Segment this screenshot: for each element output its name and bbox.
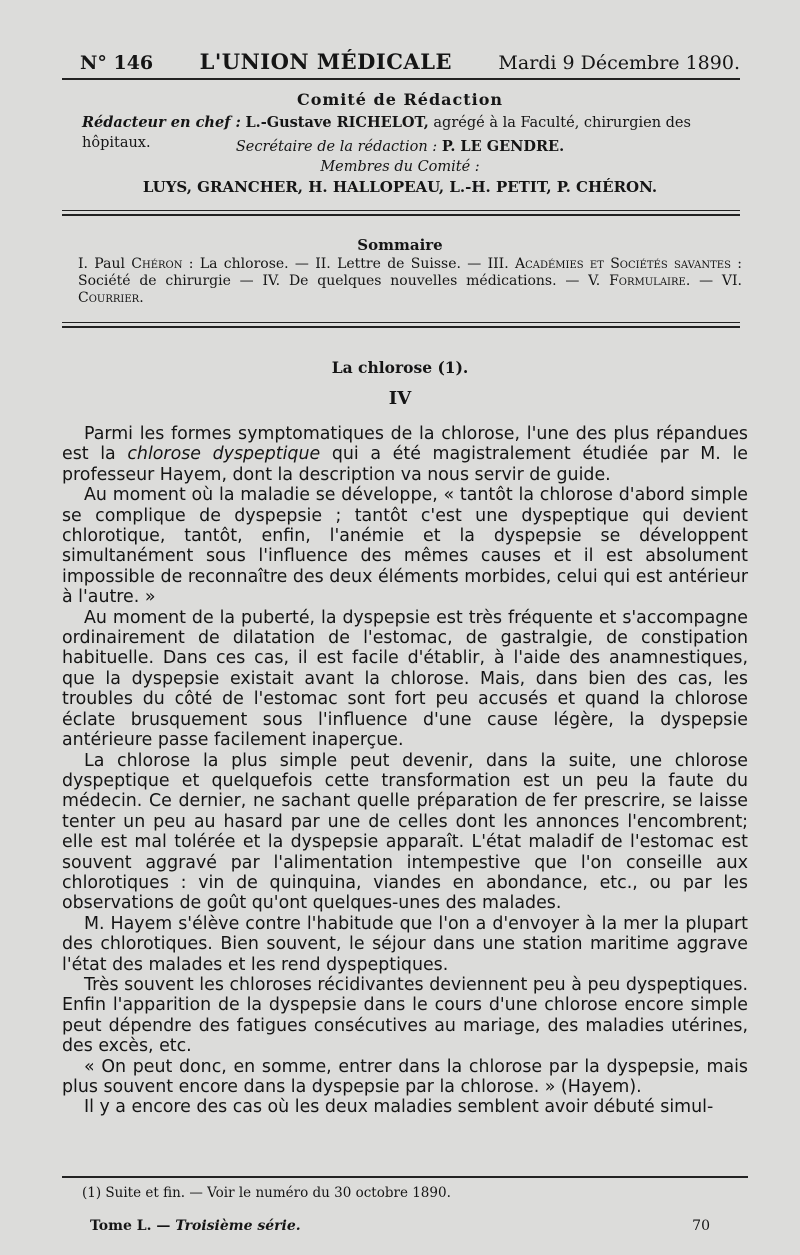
editor-label: Rédacteur en chef : — [82, 114, 241, 131]
emphasis-term: chlorose dyspeptique — [127, 444, 321, 465]
summary-rule-bottom — [62, 326, 740, 328]
summary-title: Sommaire — [357, 236, 443, 254]
summary-text — [78, 256, 742, 307]
editor-name: L.-Gustave RICHELOT, — [245, 114, 429, 131]
secretary-name: P. LE GENDRE. — [441, 138, 565, 155]
members-label: Membres du Comité : — [320, 159, 480, 175]
secretary-line — [0, 137, 800, 157]
summary-section-6: Courrier — [78, 290, 140, 306]
summary-part: : La chlorose. — II. Lettre de Suisse. — III. — [182, 256, 515, 272]
paragraph: Il y a encore des cas où les deux maladies semblent avoir débuté simul- — [84, 1097, 714, 1118]
summary-section-5: Formulaire — [609, 273, 686, 289]
paragraph: Très souvent les chloroses récidivantes deviennent peu à peu dyspeptiques. Enfin l'apparition de la dyspepsie dans le cours d'une chlorose encore simple peut dépendre des fatigues consécutives au mariage, des maladies utérines, des excès, etc. — [62, 974, 748, 1057]
issue-number: N° 146 — [80, 52, 154, 74]
summary-section-3: Académies et Sociétés savantes — [514, 256, 731, 272]
committee-rule-top — [62, 210, 740, 211]
footnote: (1) Suite et fin. — Voir le numéro du 30 octobre 1890. — [82, 1185, 451, 1201]
journal-title: L'UNION MÉDICALE — [199, 49, 452, 74]
paragraph: « On peut donc, en somme, entrer dans la chlorose par la dyspepsie, mais plus souvent encore dans la dyspepsie par la chlorose. » (Hayem). — [62, 1056, 748, 1097]
paragraph: Au moment de la puberté, la dyspepsie est très fréquente et s'accompagne ordinairement de dilatation de l'estomac, de gastralgie, de constipation habituelle. Dans ces cas, il est facile d'établir, à l'aide des anamnestiques, que la dyspepsie existait avant la chlorose. Mais, dans bien des cas, les troubles du côté de l'estomac sont fort peu accusés et quand la chlorose éclate brusquement sous l'influence d'une cause légère, la dyspepsie antérieure passe facilement inaperçue. — [62, 607, 748, 751]
paragraph — [62, 424, 748, 485]
volume-info — [90, 1218, 301, 1234]
members-list: LUYS, GRANCHER, H. HALLOPEAU, L.-H. PETIT, P. CHÉRON. — [142, 178, 658, 196]
volume-label: Tome L. — — [90, 1218, 176, 1234]
summary-author: Chéron — [131, 256, 183, 272]
committee-rule-bottom — [62, 214, 740, 216]
article-title: La chlorose (1). — [331, 358, 469, 377]
page-footer — [90, 1218, 710, 1234]
footnote-rule — [62, 1176, 748, 1178]
paragraph-text: qui a été magistralement étudiée par M. le professeur Hayem, dont la description va nous servir de guide. — [62, 444, 748, 485]
page-number: 70 — [692, 1218, 710, 1234]
summary-part: : Société de chirurgie — IV. De quelques nouvelles médications. — V. — [78, 256, 743, 289]
issue-date: Mardi 9 Décembre 1890. — [498, 52, 740, 74]
article-part-number: IV — [388, 388, 412, 409]
page-header — [80, 40, 740, 74]
article-body — [62, 424, 748, 1118]
secretary-label: Secrétaire de la rédaction : — [235, 139, 438, 155]
summary-part: I. Paul — [78, 256, 132, 272]
summary-part: . — VI. — [685, 273, 742, 289]
committee-title: Comité de Rédaction — [296, 90, 504, 109]
editor-description: agrégé à la Faculté, chirurgien des hôpitaux. — [82, 115, 691, 151]
paragraph-text: Parmi les formes symptomatiques de la chlorose, l'une des plus répandues est la — [62, 424, 748, 465]
summary-part: . — [139, 290, 144, 306]
series-label: Troisième série. — [175, 1218, 301, 1234]
summary-rule-top — [62, 322, 740, 323]
paragraph: M. Hayem s'élève contre l'habitude que l'on a d'envoyer à la mer la plupart des chlorotiques. Bien souvent, le séjour dans une station maritime aggrave l'état des malades et les rend dyspeptiques. — [62, 913, 748, 975]
paragraph: Au moment où la maladie se développe, « tantôt la chlorose d'abord simple se complique de dyspepsie ; tantôt c'est une dyspeptique qui devient chlorotique, tantôt, enfin, l'anémie et la dyspepsie se développent simultanément sous l'influence des mêmes causes et il est absolument impossible de reconnaître des deux éléments morbides, celui qui est antérieur à l'autre. » — [62, 485, 748, 608]
header-rule — [62, 78, 740, 80]
paragraph: La chlorose la plus simple peut devenir, dans la suite, une chlorose dyspeptique et quelquefois cette transformation est un peu la faute du médecin. Ce dernier, ne sachant quelle préparation de fer prescrire, se laisse tenter un peu au hasard par une de celles dont les annonces l'encombrent; elle est mal tolérée et la dyspepsie apparaît. L'état maladif de l'estomac est souvent aggravé par l'alimentation intempestive que l'on conseille aux chlorotiques : vin de quinquina, viandes en abondance, etc., ou par les observations de goût qu'ont quelques-unes des malades. — [62, 750, 748, 914]
